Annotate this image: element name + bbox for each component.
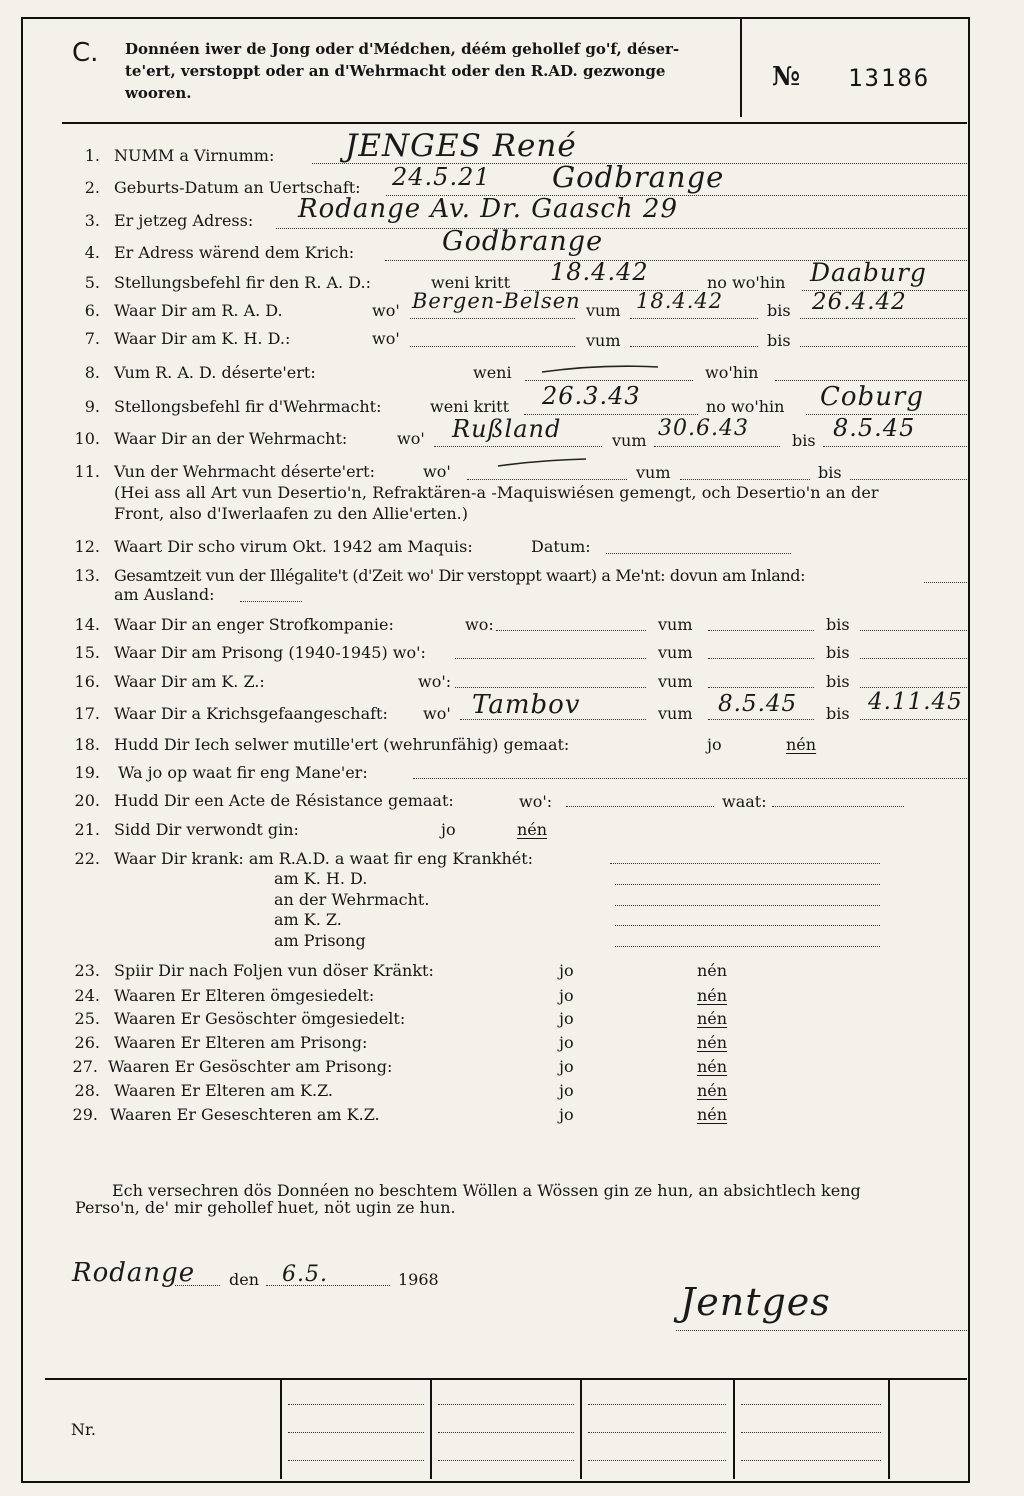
number-symbol: № bbox=[772, 62, 801, 92]
q26-number: 26. bbox=[74, 1033, 100, 1052]
q27-number: 27. bbox=[72, 1057, 98, 1076]
table-cell-dots-3c bbox=[588, 1460, 726, 1461]
q10-to-dots bbox=[823, 446, 967, 447]
q10-bis: bis bbox=[792, 431, 816, 450]
q24-label: Waaren Er Elteren ömgesiedelt: bbox=[114, 986, 375, 1005]
signing-year: 1968 bbox=[398, 1270, 439, 1289]
q14-wo: wo: bbox=[465, 615, 494, 634]
table-cell-dots-3b bbox=[588, 1432, 726, 1433]
q22-dots-0 bbox=[610, 863, 880, 864]
q14-number: 14. bbox=[74, 615, 100, 634]
q23-number: 23. bbox=[74, 961, 100, 980]
signing-place: Rodange bbox=[72, 1258, 196, 1288]
q15-vum: vum bbox=[658, 643, 693, 662]
q9-number: 9. bbox=[84, 397, 100, 416]
q22-number: 22. bbox=[74, 849, 100, 868]
q10-from: 30.6.43 bbox=[658, 416, 749, 441]
table-divider-2 bbox=[430, 1380, 432, 1479]
q16-wo: wo': bbox=[418, 672, 452, 691]
table-divider-3 bbox=[580, 1380, 582, 1479]
q6-from-dots bbox=[630, 318, 758, 319]
q6-from: 18.4.42 bbox=[636, 289, 724, 313]
q27-nen: nén bbox=[697, 1057, 728, 1076]
q13-number: 13. bbox=[74, 566, 100, 585]
q17-number: 17. bbox=[74, 704, 100, 723]
q1-label: NUMM a Virnumm: bbox=[114, 146, 275, 165]
q5-date: 18.4.42 bbox=[550, 258, 649, 286]
q14-vum: vum bbox=[658, 615, 693, 634]
q24-nen: nén bbox=[697, 986, 728, 1005]
q29-nen: nén bbox=[697, 1105, 728, 1124]
q7-number: 7. bbox=[84, 329, 100, 348]
q22-sub-1: am K. H. D. bbox=[274, 869, 368, 888]
table-cell-dots-2c bbox=[438, 1460, 574, 1461]
q14-to-dots bbox=[860, 630, 967, 631]
q16-number: 16. bbox=[74, 672, 100, 691]
q10-number: 10. bbox=[74, 429, 100, 448]
q22-sub-4: am Prisong bbox=[274, 931, 366, 950]
table-divider-4 bbox=[733, 1380, 735, 1479]
header-rule bbox=[62, 122, 967, 124]
q8-weni: weni bbox=[473, 363, 512, 382]
q23-jo: jo bbox=[559, 961, 574, 980]
q22-dots-1 bbox=[615, 884, 880, 885]
nr-label: Nr. bbox=[71, 1420, 96, 1439]
q16-from-dots bbox=[708, 687, 814, 688]
q8-dash-stroke bbox=[540, 362, 660, 376]
q17-where: Tambov bbox=[472, 690, 581, 720]
q17-wo: wo' bbox=[423, 704, 451, 723]
q11-where-dots bbox=[467, 479, 627, 480]
q3-dots bbox=[276, 228, 967, 229]
q1-number: 1. bbox=[84, 146, 100, 165]
q18-jo: jo bbox=[707, 735, 722, 754]
q19-label: Wa jo op waat fir eng Mane'er: bbox=[118, 763, 368, 782]
q22-sub-3: am K. Z. bbox=[274, 910, 342, 929]
q14-label: Waar Dir an enger Strofkompanie: bbox=[114, 615, 394, 634]
q7-wo: wo' bbox=[372, 329, 400, 348]
q26-nen: nén bbox=[697, 1033, 728, 1052]
q6-number: 6. bbox=[84, 301, 100, 320]
q29-jo: jo bbox=[559, 1105, 574, 1124]
q10-to: 8.5.45 bbox=[833, 414, 916, 442]
q11-to-dots bbox=[850, 479, 967, 480]
q2-place: Godbrange bbox=[552, 160, 725, 194]
table-divider-5 bbox=[888, 1380, 890, 1479]
q24-jo: jo bbox=[559, 986, 574, 1005]
q18-number: 18. bbox=[74, 735, 100, 754]
q15-where-dots bbox=[455, 658, 646, 659]
q13-ausland-dots bbox=[240, 601, 302, 602]
q28-nen: nén bbox=[697, 1081, 728, 1100]
q1-answer: JENGES René bbox=[345, 128, 577, 164]
table-cell-dots-1b bbox=[288, 1432, 424, 1433]
q26-jo: jo bbox=[559, 1033, 574, 1052]
q13-label2: am Ausland: bbox=[114, 585, 215, 604]
q22-label: Waar Dir krank: am R.A.D. a waat fir eng Krankhét: bbox=[114, 849, 534, 868]
q19-dots bbox=[413, 778, 967, 779]
section-title-line3: wooren. bbox=[125, 84, 192, 102]
section-letter: C. bbox=[72, 38, 99, 68]
q17-vum: vum bbox=[658, 704, 693, 723]
q2-number: 2. bbox=[84, 178, 100, 197]
q16-bis: bis bbox=[826, 672, 850, 691]
q11-note-line2: Front, also d'Iwerlaafen zu den Allie'erten.) bbox=[114, 504, 468, 523]
q16-vum: vum bbox=[658, 672, 693, 691]
q14-where-dots bbox=[496, 630, 646, 631]
q14-from-dots bbox=[708, 630, 814, 631]
q28-number: 28. bbox=[74, 1081, 100, 1100]
q4-number: 4. bbox=[84, 243, 100, 262]
q6-wo: wo' bbox=[372, 301, 400, 320]
q21-jo: jo bbox=[441, 820, 456, 839]
q2-label: Geburts-Datum an Uertschaft: bbox=[114, 178, 361, 197]
q25-label: Waaren Er Gesöschter ömgesiedelt: bbox=[114, 1009, 406, 1028]
q11-from-dots bbox=[680, 479, 810, 480]
q21-number: 21. bbox=[74, 820, 100, 839]
q20-wo: wo': bbox=[519, 792, 553, 811]
section-title-line2: te'ert, verstoppt oder an d'Wehrmacht oder den R.AD. gezwonge bbox=[125, 62, 666, 80]
q8-date-dots bbox=[525, 380, 693, 381]
q12-dots bbox=[606, 553, 791, 554]
q4-label: Er Adress wärend dem Krich: bbox=[114, 243, 355, 262]
q17-to-dots bbox=[860, 719, 967, 720]
signature: Jentges bbox=[680, 1280, 831, 1324]
q29-label: Waaren Er Geseschteren am K.Z. bbox=[110, 1105, 380, 1124]
q14-bis: bis bbox=[826, 615, 850, 634]
q6-where: Bergen-Belsen bbox=[412, 289, 581, 313]
q11-wo: wo' bbox=[423, 462, 451, 481]
q10-from-dots bbox=[654, 446, 780, 447]
table-divider-1 bbox=[280, 1380, 282, 1479]
declaration-line2: Perso'n, de' mir gehollef huet, nöt ugin ze hun. bbox=[75, 1198, 456, 1217]
form-number: 13186 bbox=[848, 64, 931, 92]
q4-answer: Godbrange bbox=[442, 226, 604, 257]
q5-place: Daaburg bbox=[810, 258, 927, 287]
q9-weni-kritt: weni kritt bbox=[430, 397, 509, 416]
q17-from-dots bbox=[708, 719, 814, 720]
q22-sub-2: an der Wehrmacht. bbox=[274, 890, 430, 909]
q5-weni-kritt: weni kritt bbox=[431, 273, 510, 292]
q23-label: Spiir Dir nach Foljen vun döser Kränkt: bbox=[114, 961, 434, 980]
q6-label: Waar Dir am R. A. D. bbox=[114, 301, 283, 320]
q21-nen: nén bbox=[517, 820, 548, 839]
q5-number: 5. bbox=[84, 273, 100, 292]
q11-note-line1: (Hei ass all Art vun Desertio'n, Refraktären-a -Maquiswiésen gemengt, och Desertio'n an der bbox=[114, 483, 879, 502]
q22-dots-3 bbox=[615, 925, 880, 926]
q6-to-dots bbox=[800, 318, 967, 319]
q19-number: 19. bbox=[74, 763, 100, 782]
q20-where-dots bbox=[566, 806, 714, 807]
section-title-line1: Donnéen iwer de Jong oder d'Médchen, déém gehollef go'f, déser- bbox=[125, 40, 680, 58]
q5-label: Stellungsbefehl fir den R. A. D.: bbox=[114, 273, 371, 292]
q20-waat: waat: bbox=[722, 792, 767, 811]
q15-from-dots bbox=[708, 658, 814, 659]
q3-label: Er jetzeg Adress: bbox=[114, 211, 254, 230]
q8-label: Vum R. A. D. déserte'ert: bbox=[114, 363, 316, 382]
q18-label: Hudd Dir Iech selwer mutille'ert (wehrunfähig) gemaat: bbox=[114, 735, 570, 754]
q18-nen: nén bbox=[786, 735, 817, 754]
signing-den: den bbox=[229, 1270, 260, 1289]
q11-dash-stroke bbox=[496, 456, 588, 470]
q13-inland-dots bbox=[924, 582, 967, 583]
q9-no-wohin: no wo'hin bbox=[706, 397, 785, 416]
header-divider-vertical bbox=[740, 17, 742, 117]
declaration-line1: Ech versechren dös Donnéen no beschtem Wöllen a Wössen gin ze hun, an absichtlech keng bbox=[112, 1181, 861, 1200]
q23-nen: nén bbox=[697, 961, 728, 980]
q7-from-dots bbox=[630, 346, 758, 347]
q11-number: 11. bbox=[74, 462, 100, 481]
q16-label: Waar Dir am K. Z.: bbox=[114, 672, 265, 691]
q25-number: 25. bbox=[74, 1009, 100, 1028]
table-cell-dots-3a bbox=[588, 1404, 726, 1405]
q11-vum: vum bbox=[636, 463, 671, 482]
q13-label: Gesamtzeit vun der Illégalite't (d'Zeit wo' Dir verstoppt waart) a Me'nt: dovun am Inland: bbox=[114, 566, 806, 585]
q6-bis: bis bbox=[767, 301, 791, 320]
q10-where-dots bbox=[434, 446, 602, 447]
q15-number: 15. bbox=[74, 643, 100, 662]
table-cell-dots-1c bbox=[288, 1460, 424, 1461]
q6-where-dots bbox=[410, 318, 575, 319]
q15-bis: bis bbox=[826, 643, 850, 662]
q17-bis: bis bbox=[826, 704, 850, 723]
table-cell-dots-2a bbox=[438, 1404, 574, 1405]
q25-jo: jo bbox=[559, 1009, 574, 1028]
q5-no-wohin: no wo'hin bbox=[707, 273, 786, 292]
q7-to-dots bbox=[800, 346, 967, 347]
q15-label: Waar Dir am Prisong (1940-1945) wo': bbox=[114, 643, 426, 662]
signing-date: 6.5. bbox=[282, 1262, 328, 1287]
q9-label: Stellongsbefehl fir d'Wehrmacht: bbox=[114, 397, 382, 416]
q20-number: 20. bbox=[74, 791, 100, 810]
q15-to-dots bbox=[860, 658, 967, 659]
q9-date: 26.3.43 bbox=[542, 382, 641, 410]
q7-where-dots bbox=[410, 346, 575, 347]
q10-where: Rußland bbox=[452, 415, 562, 443]
q9-place: Coburg bbox=[820, 382, 925, 412]
q16-to-dots bbox=[860, 687, 967, 688]
q10-vum: vum bbox=[612, 431, 647, 450]
q8-place-dots bbox=[775, 380, 967, 381]
q12-label: Waart Dir scho virum Okt. 1942 am Maquis: bbox=[114, 537, 473, 556]
table-cell-dots-1a bbox=[288, 1404, 424, 1405]
q24-number: 24. bbox=[74, 986, 100, 1005]
q29-number: 29. bbox=[72, 1105, 98, 1124]
q28-label: Waaren Er Elteren am K.Z. bbox=[114, 1081, 334, 1100]
q6-to: 26.4.42 bbox=[812, 289, 907, 315]
q22-dots-2 bbox=[615, 905, 880, 906]
q2-date: 24.5.21 bbox=[392, 163, 491, 191]
q10-wo: wo' bbox=[397, 429, 425, 448]
q20-label: Hudd Dir een Acte de Résistance gemaat: bbox=[114, 791, 454, 810]
q8-number: 8. bbox=[84, 363, 100, 382]
q17-to: 4.11.45 bbox=[868, 689, 963, 715]
q20-what-dots bbox=[772, 806, 904, 807]
q16-where-dots bbox=[455, 687, 646, 688]
q11-bis: bis bbox=[818, 463, 842, 482]
q22-dots-4 bbox=[615, 946, 880, 947]
q7-label: Waar Dir am K. H. D.: bbox=[114, 329, 291, 348]
q17-from: 8.5.45 bbox=[718, 691, 798, 717]
q12-datum: Datum: bbox=[531, 537, 591, 556]
q21-label: Sidd Dir verwondt gin: bbox=[114, 820, 299, 839]
q17-label: Waar Dir a Krichsgefaangeschaft: bbox=[114, 704, 388, 723]
q8-wohin: wo'hin bbox=[705, 363, 759, 382]
q26-label: Waaren Er Elteren am Prisong: bbox=[114, 1033, 368, 1052]
q3-answer: Rodange Av. Dr. Gaasch 29 bbox=[298, 194, 678, 224]
q11-label: Vun der Wehrmacht déserte'ert: bbox=[114, 462, 375, 481]
table-cell-dots-4b bbox=[741, 1432, 881, 1433]
q25-nen: nén bbox=[697, 1009, 728, 1028]
q27-label: Waaren Er Gesöschter am Prisong: bbox=[108, 1057, 393, 1076]
q28-jo: jo bbox=[559, 1081, 574, 1100]
q7-bis: bis bbox=[767, 331, 791, 350]
q7-vum: vum bbox=[586, 331, 621, 350]
signature-dots bbox=[676, 1330, 967, 1331]
q3-number: 3. bbox=[84, 211, 100, 230]
bottom-rule-top bbox=[45, 1378, 967, 1380]
table-cell-dots-4a bbox=[741, 1404, 881, 1405]
table-cell-dots-2b bbox=[438, 1432, 574, 1433]
q10-label: Waar Dir an der Wehrmacht: bbox=[114, 429, 348, 448]
table-cell-dots-4c bbox=[741, 1460, 881, 1461]
q12-number: 12. bbox=[74, 537, 100, 556]
signing-place-dots bbox=[175, 1285, 220, 1286]
q27-jo: jo bbox=[559, 1057, 574, 1076]
q6-vum: vum bbox=[586, 301, 621, 320]
